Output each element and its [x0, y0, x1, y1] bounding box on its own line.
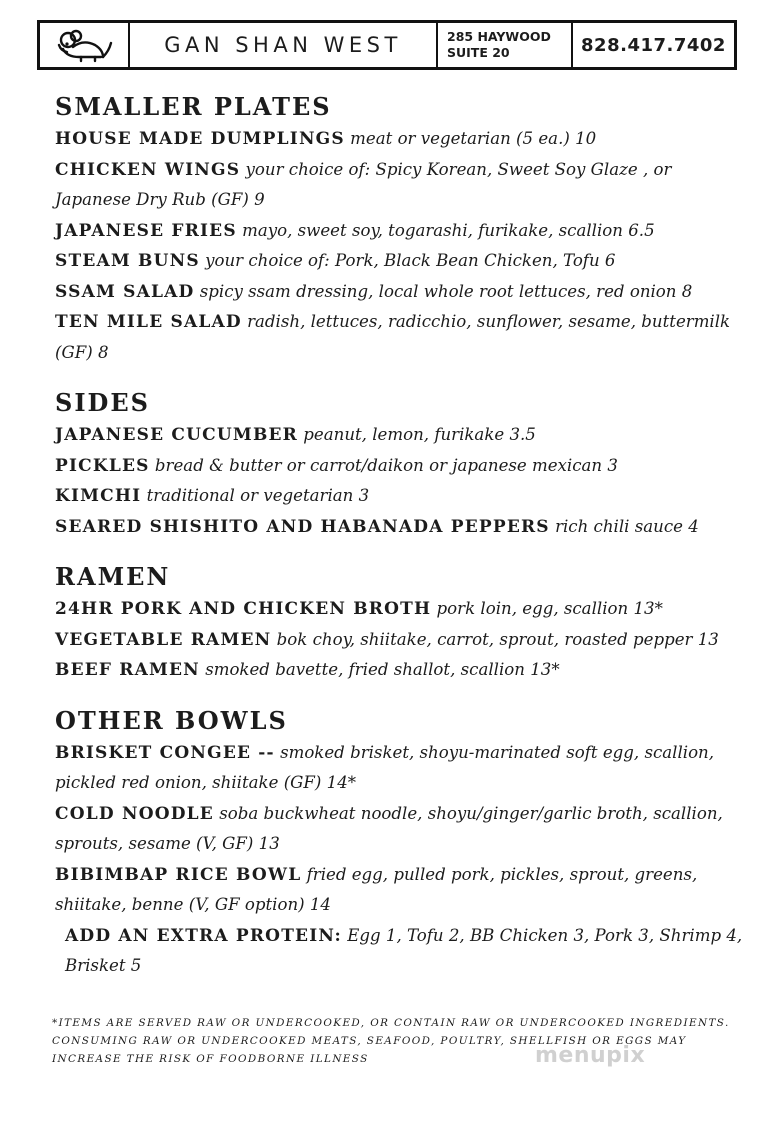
menu-item: [55, 420, 745, 451]
item-description: mayo, sweet soy, togarashi, furikake, scallion 6.5: [242, 220, 655, 240]
menu-item: [55, 246, 745, 277]
item-description: fried egg, pulled pork, pickles, sprout, greens, shiitake, benne (V, GF option) 14: [55, 864, 698, 914]
section-title-smaller-plates: SMALLER PLATES: [55, 92, 332, 121]
item-name: BRISKET CONGEE --: [55, 742, 275, 763]
section-title-ramen: RAMEN: [55, 562, 171, 591]
section-items-ramen: [55, 594, 745, 686]
item-name: 24HR PORK AND CHICKEN BROTH: [55, 599, 432, 619]
item-name: COLD NOODLE: [55, 803, 214, 824]
item-description: pork loin, egg, scallion 13*: [436, 599, 663, 618]
menu-item: [55, 155, 745, 216]
item-name: HOUSE MADE DUMPLINGS: [55, 129, 345, 149]
menu-item: [55, 738, 745, 799]
logo-cell: [40, 23, 130, 67]
menu-item: [55, 216, 745, 247]
menu-item: [55, 594, 745, 625]
raw-food-disclaimer: *ITEMS ARE SERVED RAW OR UNDERCOOKED, OR CONTAIN RAW OR UNDERCOOKED INGREDIENTS. CONSUMING RAW OR UNDERCOOKED MEATS, SEAFOOD, POULTRY, SHELLFISH OR EGGS MAY INCREASE THE RISK OF FOODBORNE ILLNESS: [52, 1017, 730, 1065]
item-description: radish, lettuces, radicchio, sunflower, sesame, buttermilk (GF) 8: [55, 312, 731, 362]
item-description: Egg 1, Tofu 2, BB Chicken 3, Pork 3, Shrimp 4, Brisket 5: [65, 925, 743, 975]
section-title-sides: SIDES: [55, 388, 150, 417]
menu-item: [55, 655, 745, 686]
menu-item: [55, 512, 745, 543]
item-name: CHICKEN WINGS: [55, 159, 241, 180]
menu-item: [55, 860, 745, 921]
item-description: smoked brisket, shoyu-marinated soft egg, scallion, pickled red onion, shiitake (GF) 14*: [55, 742, 715, 792]
item-description: rich chili sauce 4: [555, 516, 699, 536]
item-name: PICKLES: [55, 455, 150, 476]
item-name: ADD AN EXTRA PROTEIN:: [65, 925, 342, 946]
item-name: JAPANESE CUCUMBER: [55, 425, 299, 445]
section-items-sides: [55, 420, 745, 542]
address-line2: SUITE 20: [447, 45, 510, 60]
item-name: SSAM SALAD: [55, 281, 195, 302]
item-name: SEARED SHISHITO AND HABANADA PEPPERS: [55, 516, 550, 537]
menu-item: [55, 451, 745, 482]
item-name: KIMCHI: [55, 486, 142, 506]
menu-item: [55, 921, 745, 982]
address-line1: 285 HAYWOOD: [447, 29, 551, 44]
item-name: VEGETABLE RAMEN: [55, 629, 272, 650]
item-description: spicy ssam dressing, local whole root lettuces, red onion 8: [199, 281, 693, 301]
item-name: TEN MILE SALAD: [55, 312, 242, 332]
section-title-other-bowls: OTHER BOWLS: [55, 705, 288, 735]
item-description: peanut, lemon, furikake 3.5: [303, 425, 536, 444]
item-name: BIBIMBAP RICE BOWL: [55, 864, 302, 885]
item-description: bread & butter or carrot/daikon or japanese mexican 3: [154, 455, 618, 475]
item-name: STEAM BUNS: [55, 251, 200, 271]
menu-item: [55, 481, 745, 512]
item-description: smoked bavette, fried shallot, scallion 13*: [205, 660, 560, 679]
item-description: your choice of: Spicy Korean, Sweet Soy Glaze , or Japanese Dry Rub (GF) 9: [55, 159, 672, 209]
item-name: BEEF RAMEN: [55, 660, 200, 680]
item-description: meat or vegetarian (5 ea.) 10: [350, 129, 597, 148]
watermark: menupix: [535, 1043, 646, 1068]
item-name: JAPANESE FRIES: [55, 220, 237, 241]
menu-item: [55, 799, 745, 860]
menu-item: [55, 625, 745, 656]
item-description: bok choy, shiitake, carrot, sprout, roasted pepper 13: [276, 629, 719, 649]
address: [438, 23, 573, 67]
menu-item: [55, 277, 745, 308]
section-items-smaller-plates: [55, 124, 745, 368]
menu-header: [37, 20, 737, 70]
item-description: traditional or vegetarian 3: [146, 486, 370, 505]
phone-number: 828.417.7402: [581, 34, 726, 56]
menu-item: [55, 124, 745, 155]
restaurant-name: GAN SHAN WEST: [130, 23, 438, 67]
item-description: your choice of: Pork, Black Bean Chicken, Tofu 6: [205, 251, 616, 270]
menu-content: [55, 92, 745, 982]
rat-logo-icon: [51, 25, 117, 65]
section-items-other-bowls: [55, 738, 745, 982]
item-description: soba buckwheat noodle, shoyu/ginger/garlic broth, scallion, sprouts, sesame (V, GF) 13: [55, 803, 723, 853]
menu-item: [55, 307, 745, 368]
